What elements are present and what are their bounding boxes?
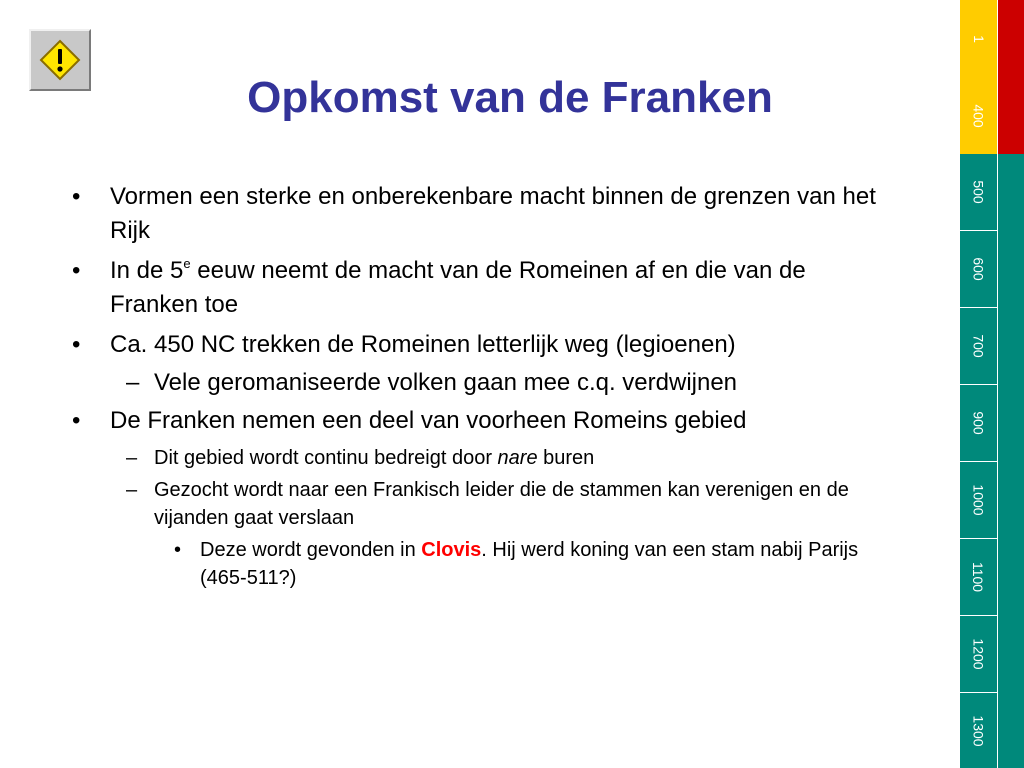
timeline-label: 600 (970, 257, 987, 281)
timeline-label: 400 (970, 103, 987, 128)
timeline-strip (998, 693, 1024, 768)
timeline-item-1000[interactable] (960, 462, 1024, 539)
bullet-text: . Hij werd koning van een stam nabij Parijs (465-511?) (200, 539, 859, 589)
sub-sub-bullet-item (70, 536, 890, 592)
timeline-label-cell (960, 462, 998, 539)
sub-bullet-item (70, 476, 890, 532)
timeline-label-cell (960, 385, 998, 462)
slide-content (70, 180, 890, 592)
timeline-strip (998, 308, 1024, 385)
timeline-label-cell (960, 231, 998, 308)
timeline-label: 500 (970, 180, 987, 204)
bullet-text: De Franken nemen een deel van voorheen Romeins gebied (110, 407, 747, 434)
bullet-text: Vele geromaniseerde volken gaan mee c.q. verdwijnen (154, 369, 738, 396)
highlight-clovis: Clovis (421, 539, 482, 561)
timeline-item-1[interactable] (960, 0, 1024, 77)
timeline-label-cell (960, 154, 998, 231)
timeline-strip (998, 385, 1024, 462)
timeline-label-cell (960, 616, 998, 693)
bullet-item (70, 180, 890, 248)
sub-bullet-item (70, 368, 890, 398)
timeline-item-1300[interactable] (960, 693, 1024, 768)
bullet-text: Dit gebied wordt continu bedreigt door (154, 447, 498, 469)
bullet-text: Gezocht wordt naar een Frankisch leider die de stammen kan verenigen en de vijanden gaat verslaan (154, 479, 849, 529)
timeline-item-900[interactable] (960, 385, 1024, 462)
timeline-label-cell (960, 77, 998, 154)
bullet-text: In de 5 (110, 257, 184, 284)
bullet-text: buren (537, 447, 595, 469)
timeline-item-500[interactable] (960, 154, 1024, 231)
timeline-label: 1200 (970, 638, 987, 670)
superscript: e (183, 256, 191, 271)
timeline-label: 1 (970, 34, 987, 43)
timeline-item-400[interactable] (960, 77, 1024, 154)
bullet-item (70, 328, 890, 362)
bullet-item (70, 404, 890, 438)
timeline-strip (998, 0, 1024, 77)
timeline-label-cell (960, 308, 998, 385)
bullet-text: Vormen een sterke en onberekenbare macht binnen de grenzen van het Rijk (110, 183, 876, 244)
bullet-text: Deze wordt gevonden in (200, 539, 422, 561)
timeline-strip (998, 616, 1024, 693)
timeline-item-1200[interactable] (960, 616, 1024, 693)
timeline-item-1100[interactable] (960, 539, 1024, 616)
timeline-label-cell (960, 0, 998, 77)
timeline-strip (998, 539, 1024, 616)
timeline-label: 1100 (970, 561, 987, 593)
timeline-label: 700 (970, 334, 987, 358)
timeline-strip (998, 154, 1024, 231)
timeline-label: 900 (970, 411, 987, 435)
timeline-strip (998, 77, 1024, 154)
timeline-strip (998, 462, 1024, 539)
timeline-item-700[interactable] (960, 308, 1024, 385)
bullet-text: eeuw neemt de macht van de Romeinen af en die van de Franken toe (110, 257, 806, 318)
timeline-nav (960, 0, 1024, 768)
timeline-label-cell (960, 693, 998, 768)
timeline-strip (998, 231, 1024, 308)
italic-text: nare (497, 447, 538, 469)
timeline-label: 1000 (970, 484, 987, 516)
timeline-label: 1300 (970, 714, 987, 747)
slide-title: Opkomst van de Franken (247, 73, 773, 122)
timeline-label-cell (960, 539, 998, 616)
bullet-text: Ca. 450 NC trekken de Romeinen letterlijk weg (legioenen) (110, 331, 736, 358)
bullet-item (70, 254, 890, 322)
timeline-item-600[interactable] (960, 231, 1024, 308)
sub-bullet-item (70, 444, 890, 472)
